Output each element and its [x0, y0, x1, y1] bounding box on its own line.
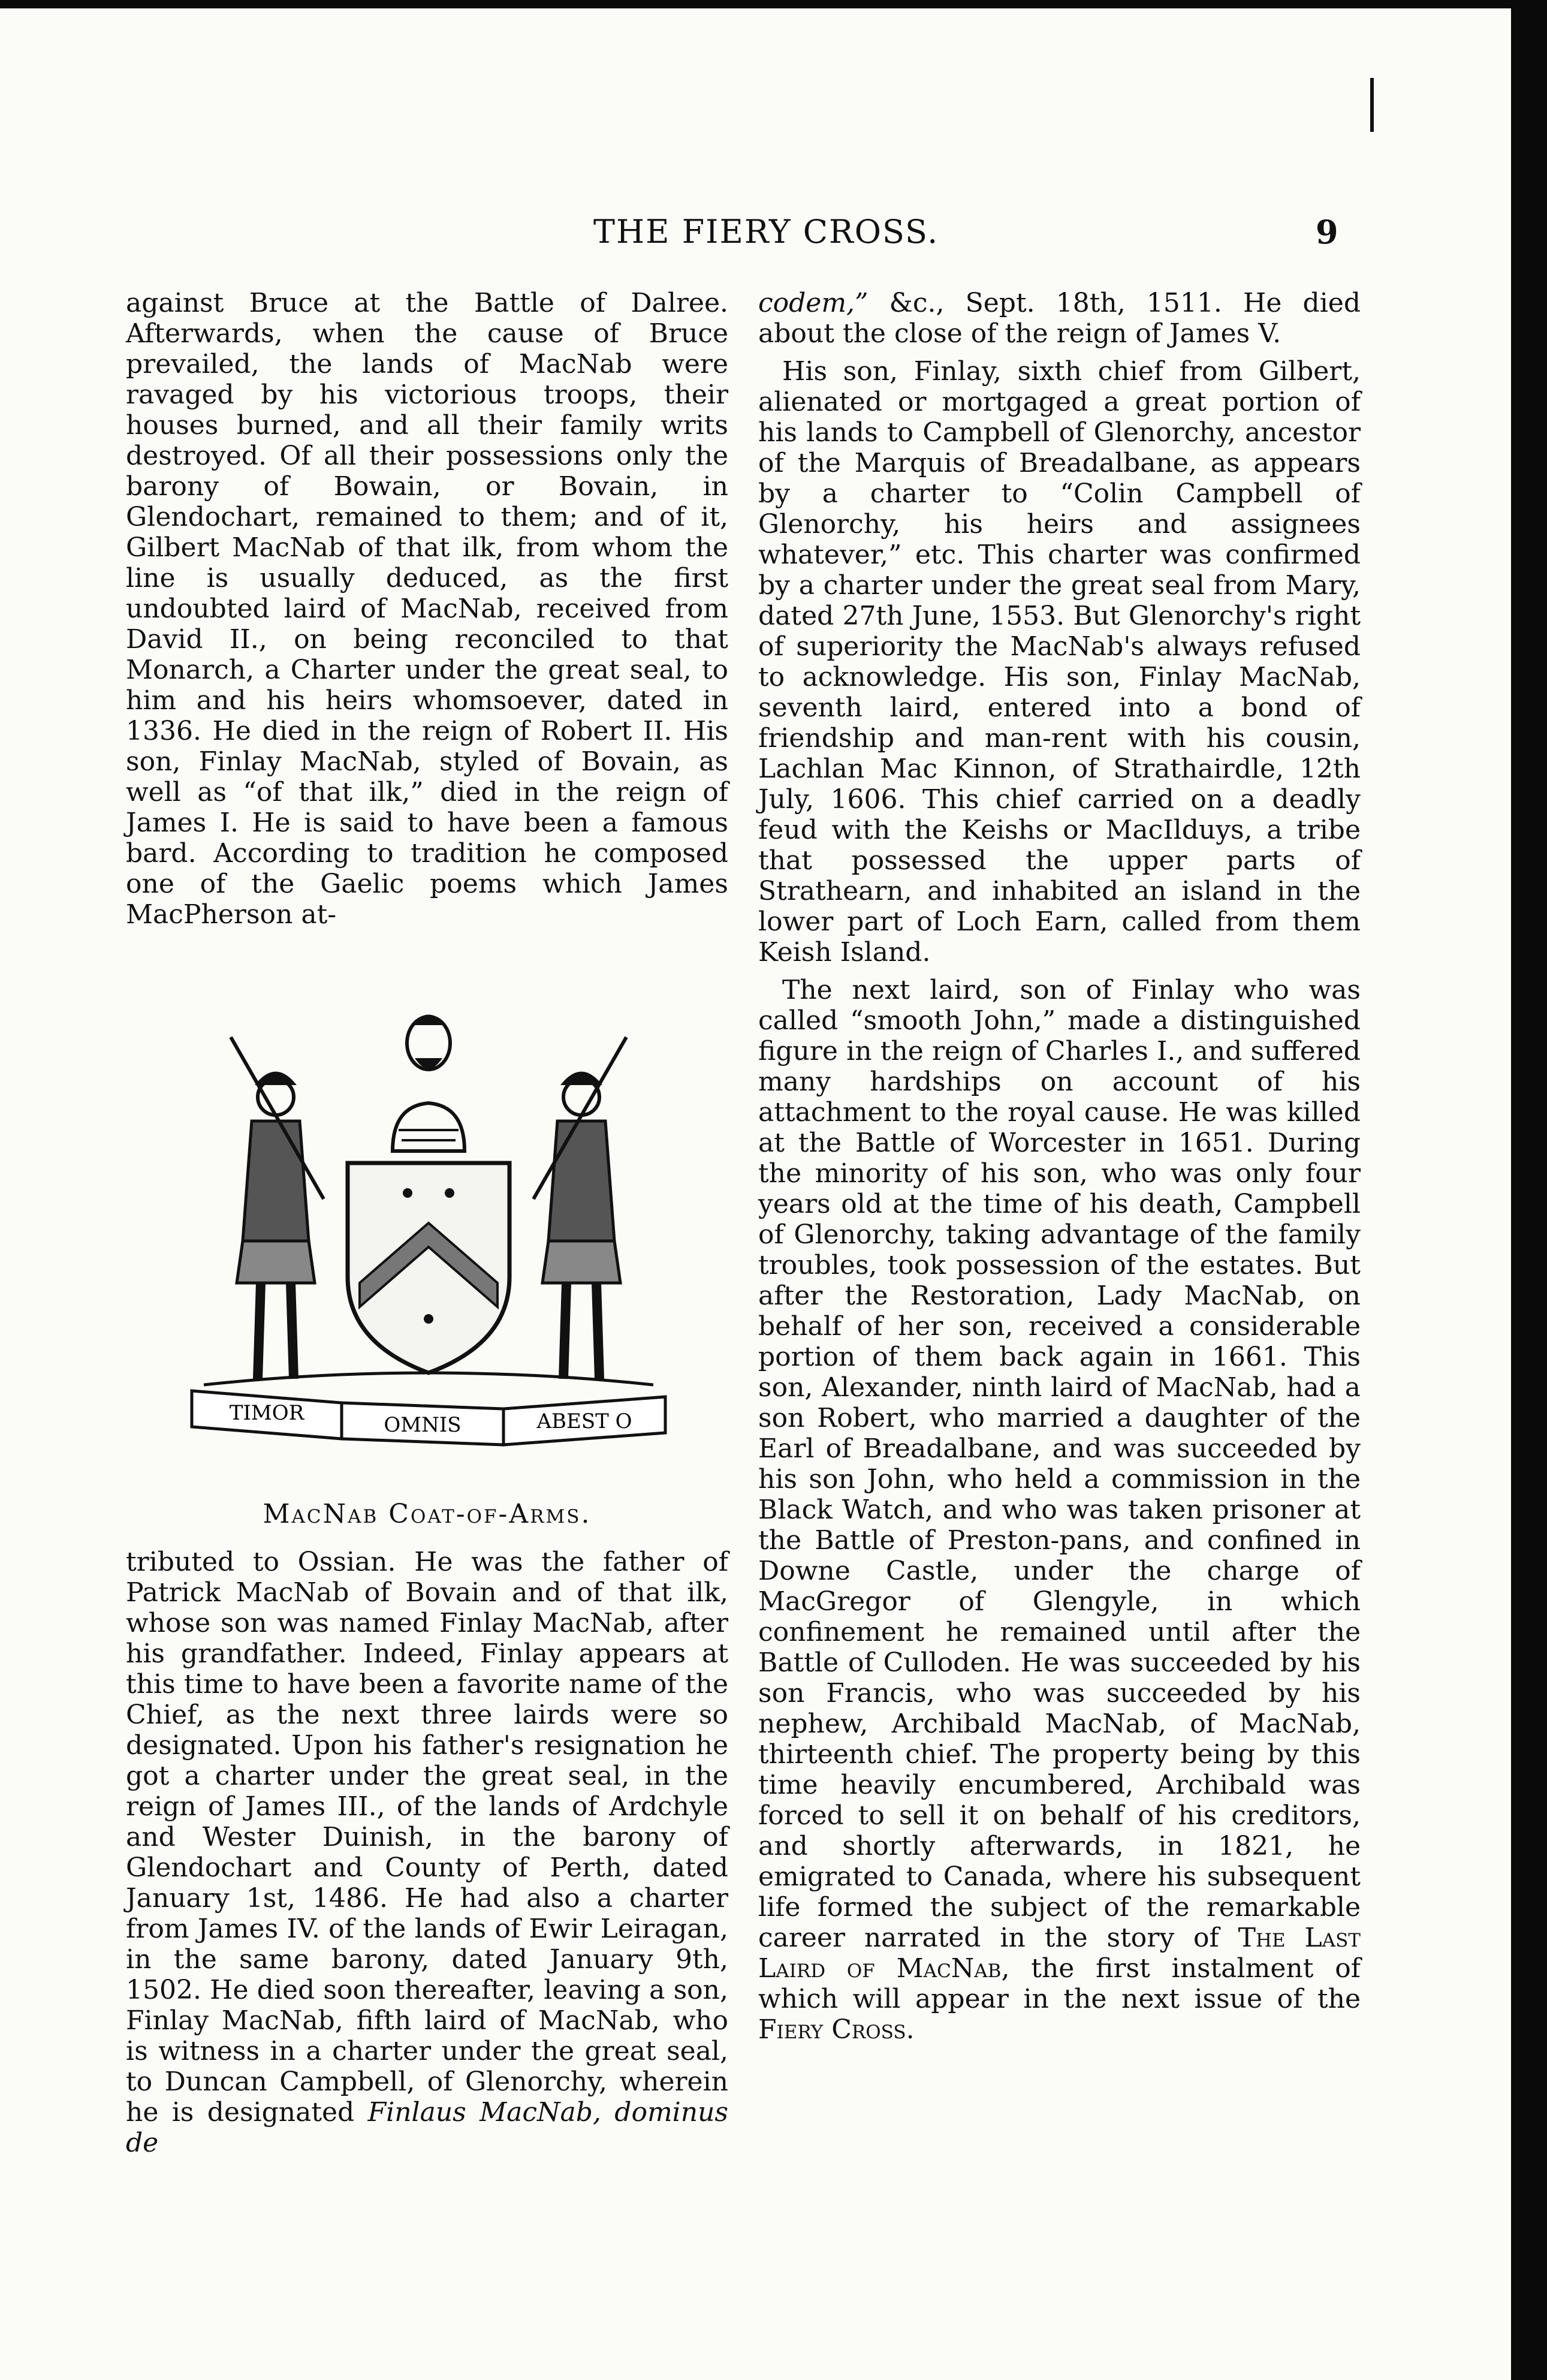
margin-mark: [1370, 78, 1374, 132]
paragraph: [758, 975, 1361, 2045]
paragraph-text: , the first instalment of which will appear in the next issue of the: [758, 1953, 1361, 2014]
paragraph: against Bruce at the Battle of Dalree. Afterwards, when the cause of Bruce prevailed, the lands of MacNab were ravaged by his victorious troops, their houses burned, and all their family writs destroyed. Of all their possessions only the barony of Bowain, or Bovain, in Glendochart, remained to them; and of it, Gilbert MacNab of that ilk, from whom the line is usually deduced, as the first undoubted laird of MacNab, received from David II., on being reconciled to that Monarch, a Charter under the great seal, to him and his heirs whomsoever, dated in 1336. He died in the reign of Robert II. His son, Finlay MacNab, styled of Bovain, as well as “of that ilk,” died in the reign of James I. He is said to have been a famous bard. According to tradition he composed one of the Gaelic poems which James MacPherson at-: [126, 288, 728, 930]
motto-word-2: OMNIS: [384, 1413, 462, 1437]
running-title: THE FIERY CROSS.: [593, 213, 939, 251]
motto-word-1: TIMOR: [229, 1401, 304, 1425]
paragraph-text: The next laird, son of Finlay who was called “smooth John,” made a distinguished figure in the reign of Charles I., and suffered many hardships on account of his attachment to the royal cause. He was killed at the Battle of Worcester in 1651. During the minority of his son, who was only four years old at the time of his death, Campbell of Glenorchy, taking advantage of the family troubles, took possession of the estates. But after the Restoration, Lady MacNab, on behalf of her son, received a considerable portion of them back again in 1661. This son, Alexander, ninth laird of MacNab, had a son Robert, who married a daughter of the Earl of Breadalbane, and was succeeded by his son John, who held a commission in the Black Watch, and who was taken prisoner at the Battle of Preston-pans, and confined in Downe Castle, under the charge of MacGregor of Glengyle, in which confinement he remained until after the Battle of Culloden. He was succeeded by his son Francis, who was succeeded by his nephew, Archibald MacNab, of MacNab, thirteenth chief. The property being by this time heavily encumbered, Archibald was forced to sell it on behalf of his creditors, and shortly afterwards, in 1821, he emigrated to Canada, where his subsequent life formed the subject of the remarkable career narrated in the story of: [758, 975, 1361, 1953]
paragraph-text: &c., Sept. 18th, 1511. He died about the close of the reign of James V.: [758, 288, 1361, 349]
paragraph: [758, 288, 1361, 349]
coat-of-arms-engraving: [180, 1001, 677, 1481]
publication-name: Fiery Cross: [758, 2014, 906, 2045]
left-highlander-supporter-icon: [231, 1037, 324, 1379]
left-column-bottom: [126, 1547, 728, 2165]
scan-border-right: [1511, 0, 1547, 2380]
left-column-top: [126, 288, 728, 937]
page-number: 9: [1316, 213, 1338, 251]
latin-continuation: codem,”: [758, 288, 869, 318]
story-title: The Last Laird of MacNab: [758, 1923, 1361, 1984]
coat-of-arms-illustration: [180, 1001, 677, 1481]
right-highlander-supporter-icon: [533, 1037, 626, 1379]
paragraph-text: tributed to Ossian. He was the father of Patrick MacNab of Bovain and of that ilk, whose son was named Finlay MacNab, after his grandfather. Indeed, Finlay appears at this time to have been a favorite name of the Chief, as the next three lairds were so designated. Upon his father's resignation he got a charter under the great seal, in the reign of James III., of the lands of Ardchyle and Wester Duinish, in the barony of Glendochart and County of Perth, dated January 1st, 1486. He had also a charter from James IV. of the lands of Ewir Leiragan, in the same barony, dated January 9th, 1502. He died soon thereafter, leaving a son, Finlay MacNab, fifth laird of MacNab, who is witness in a charter under the great seal, to Duncan Campbell, of Glenorchy, wherein he is designated: [126, 1547, 728, 2128]
right-column: [758, 288, 1361, 2052]
latin-designation: Finlaus MacNab, dominus de: [126, 2097, 728, 2158]
paragraph: His son, Finlay, sixth chief from Gilbert, alienated or mortgaged a great portion of his lands to Campbell of Glenorchy, ancestor of the Marquis of Breadalbane, as appears by a charter to “Colin Campbell of Glenorchy, his heirs and assignees whatever,” etc. This charter was confirmed by a charter under the great seal from Mary, dated 27th June, 1553. But Glenorchy's right of superiority the MacNab's always refused to acknowledge. His son, Finlay MacNab, seventh laird, entered into a bond of friendship and man-rent with his cousin, Lachlan Mac Kinnon, of Strathairdle, 12th July, 1606. This chief carried on a deadly feud with the Keishs or MacIlduys, a tribe that possessed the upper parts of Strathearn, and inhabited an island in the lower part of Loch Earn, called from them Keish Island.: [758, 356, 1361, 968]
paragraph: [126, 1547, 728, 2158]
figure-caption: MacNab Coat-of-Arms.: [263, 1499, 592, 1529]
shield-icon: [348, 1163, 509, 1373]
crest-head-icon: [407, 1015, 450, 1070]
paragraph-end: .: [906, 2014, 915, 2045]
helmet-icon: [393, 1103, 465, 1151]
scan-border-top: [0, 0, 1547, 8]
motto-word-3: ABEST O: [536, 1409, 632, 1433]
motto-scroll: [192, 1391, 665, 1445]
